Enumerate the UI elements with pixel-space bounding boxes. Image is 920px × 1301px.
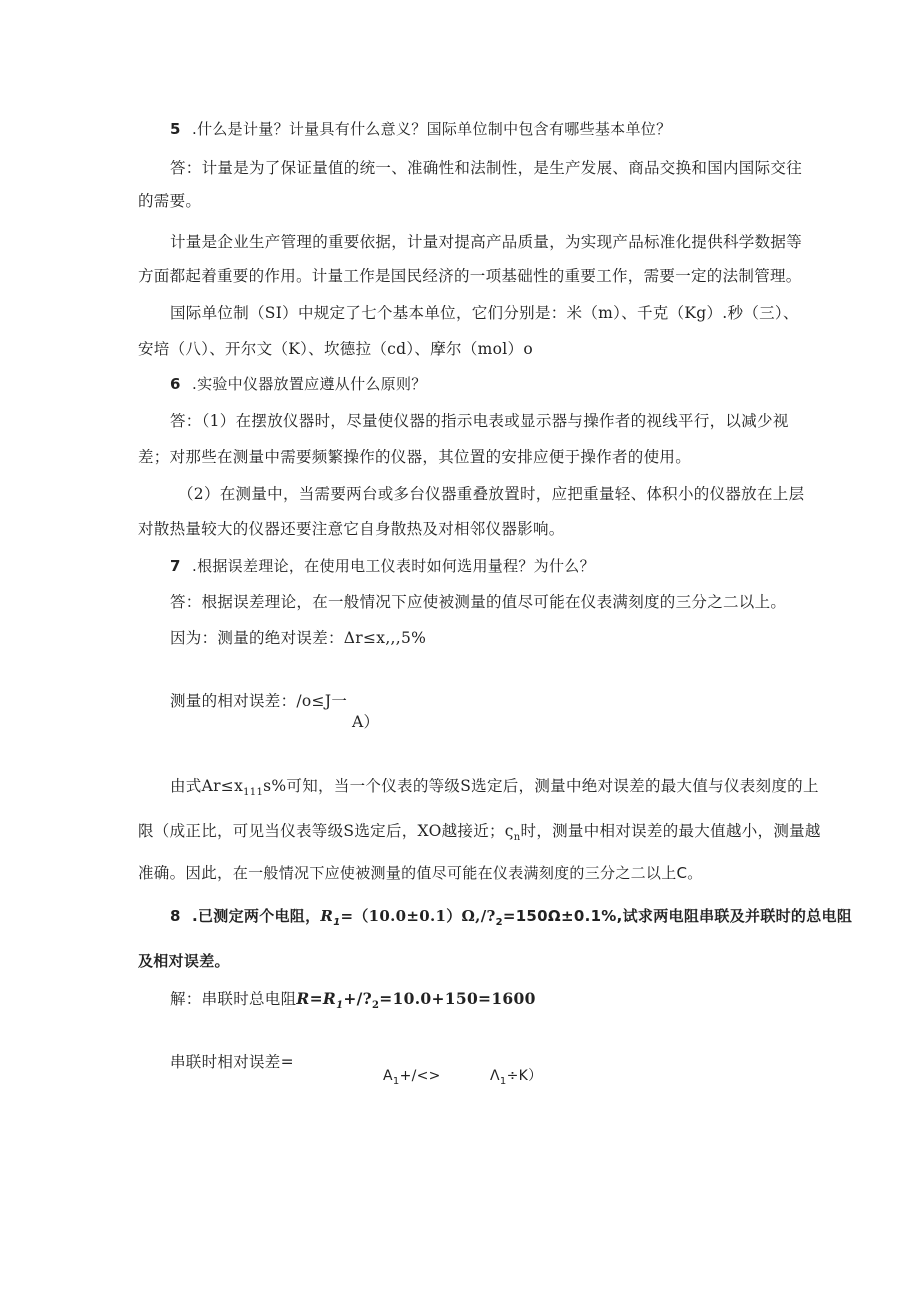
q5-answer-2-line-1: 计量是企业生产管理的重要依据，计量对提高产品质量，为实现产品标准化提供科学数据等 [170, 233, 803, 251]
q7-relative-error-denominator: A） [352, 713, 380, 731]
q7-explanation-line-3: 准确。因此，在一般情况下应使被测量的值尽可能在仪表满刻度的三分之二以上C。 [138, 864, 703, 882]
q6-answer-1-line-2: 差；对那些在测量中需要频繁操作的仪器，其位置的安排应便于操作者的使用。 [138, 448, 692, 466]
q8-formula-fragment-1: $A_1+/<>$ [383, 1068, 441, 1087]
question-6-title: 6 .实验中仪器放置应遵从什么原则？ [170, 375, 427, 393]
q6-answer-2-line-1: （2）在测量中，当需要两台或多台仪器重叠放置时，应把重量轻、体积小的仪器放在上层 [178, 485, 805, 503]
question-7-title: 7 .根据误差理论，在使用电工仪表时如何选用量程？为什么？ [170, 557, 595, 575]
q5-answer-3-line-1: 国际单位制（SI）中规定了七个基本单位，它们分别是：米（m）、千克（Kg）.秒（三）、 [170, 304, 799, 322]
q8-series-relative-error-label: 串联时相对误差= [170, 1053, 294, 1071]
q7-explanation-line-2: 限（成正比，可见当仪表等级S选定后，XO越接近；$\varsigma_n$时，测量中相对误差的最大值越小，测量越 [138, 822, 821, 844]
q7-absolute-error: 因为：测量的绝对误差：Δr≤x,,,5% [170, 629, 427, 647]
q5-answer-3-line-2: 安培（八）、开尔文（K）、坎德拉（cd）、摩尔（mol）o [138, 340, 533, 358]
q6-answer-2-line-2: 对散热量较大的仪器还要注意它自身散热及对相邻仪器影响。 [138, 520, 565, 538]
q8-solution-series-resistance: 解：串联时总电阻$R=R_1+/?_2=10.0+150=1600$ [170, 989, 536, 1012]
q7-answer: 答：根据误差理论，在一般情况下应使被测量的值尽可能在仪表满刻度的三分之二以上。 [170, 593, 787, 611]
q6-answer-1-line-1: 答：（1）在摆放仪器时，尽量使仪器的指示电表或显示器与操作者的视线平行，以减少视 [170, 412, 789, 430]
question-8-title-line-2: 及相对误差。 [138, 952, 230, 970]
question-8-title: 8 .已测定两个电阻，$R_1=(10.0\pm 0.1)\Omega,/?_2=150\Omega\pm 0.1\%$,试求两电阻串联及并联时的总电阻 [170, 907, 853, 928]
q8-formula-fragment-2: $\Lambda_1\div K$） [490, 1068, 543, 1087]
q5-answer-2-line-2: 方面都起着重要的作用。计量工作是国民经济的一项基础性的重要工作，需要一定的法制管理。 [138, 267, 802, 285]
q7-explanation-line-1: 由式$Ar\le x_{111}s\%$可知，当一个仪表的等级S选定后，测量中绝对误差的最大值与仪表刻度的上 [170, 777, 819, 799]
q5-answer-1-line-2: 的需要。 [138, 192, 202, 210]
q5-answer-1-line-1: 答：计量是为了保证量值的统一、准确性和法制性，是生产发展、商品交换和国内国际交往 [170, 159, 803, 177]
question-5-title: 5 .什么是计量？计量具有什么意义？国际单位制中包含有哪些基本单位？ [170, 120, 672, 138]
q7-relative-error: 测量的相对误差：/o≤J一 [170, 692, 348, 710]
